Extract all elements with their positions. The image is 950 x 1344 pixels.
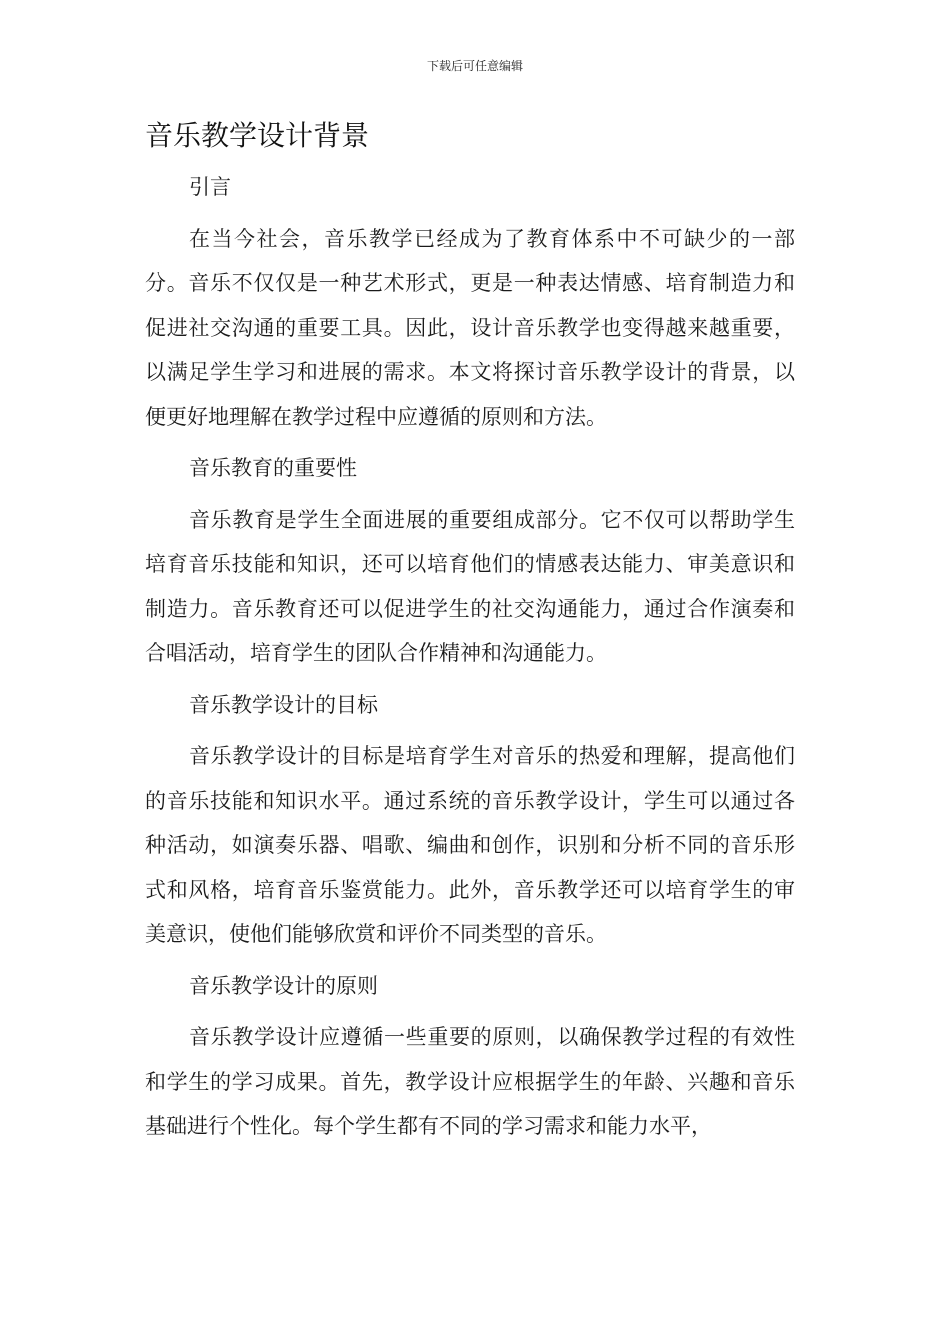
section-heading: 音乐教育的重要性: [189, 456, 357, 480]
section-heading: 音乐教学设计的原则: [189, 973, 378, 998]
section-paragraph: 音乐教学设计应遵循一些重要的原则，以确保教学过程的有效性和学生的学习成果。首先，教学设计应根据学生的年龄、兴趣和音乐基础进行个性化。每个学生都有不同的学习需求和能力水平，: [145, 1025, 795, 1138]
section-importance: [145, 446, 795, 676]
section-paragraph: 音乐教育是学生全面进展的重要组成部分。它不仅可以帮助学生培育音乐技能和知识，还可以培育他们的情感表达能力、审美意识和制造力。音乐教育还可以促进学生的社交沟通能力，通过合作演奏和合唱活动，培育学生的团队合作精神和沟通能力。: [145, 507, 795, 665]
section-heading: 引言: [189, 175, 231, 199]
section-goals: [145, 683, 795, 957]
section-principles: [145, 964, 795, 1149]
document-title: 音乐教学设计背景: [145, 119, 370, 152]
section-heading: 音乐教学设计的目标: [189, 692, 378, 717]
section-paragraph: 音乐教学设计的目标是培育学生对音乐的热爱和理解，提高他们的音乐技能和知识水平。通过系统的音乐教学设计，学生可以通过各种活动，如演奏乐器、唱歌、编曲和创作，识别和分析不同的音乐形式和风格，培育音乐鉴赏能力。此外，音乐教学还可以培育学生的审美意识，使他们能够欣赏和评价不同类型的音乐。: [145, 744, 795, 946]
document-body: [145, 165, 795, 1156]
section-paragraph: 在当今社会，音乐教学已经成为了教育体系中不可缺少的一部分。音乐不仅仅是一种艺术形式，更是一种表达情感、培育制造力和促进社交沟通的重要工具。因此，设计音乐教学也变得越来越重要，以满足学生学习和进展的需求。本文将探讨音乐教学设计的背景，以便更好地理解在教学过程中应遵循的原则和方法。: [145, 226, 795, 429]
page-header-note: 下载后可任意编辑: [426, 59, 523, 73]
section-introduction: [145, 165, 795, 439]
